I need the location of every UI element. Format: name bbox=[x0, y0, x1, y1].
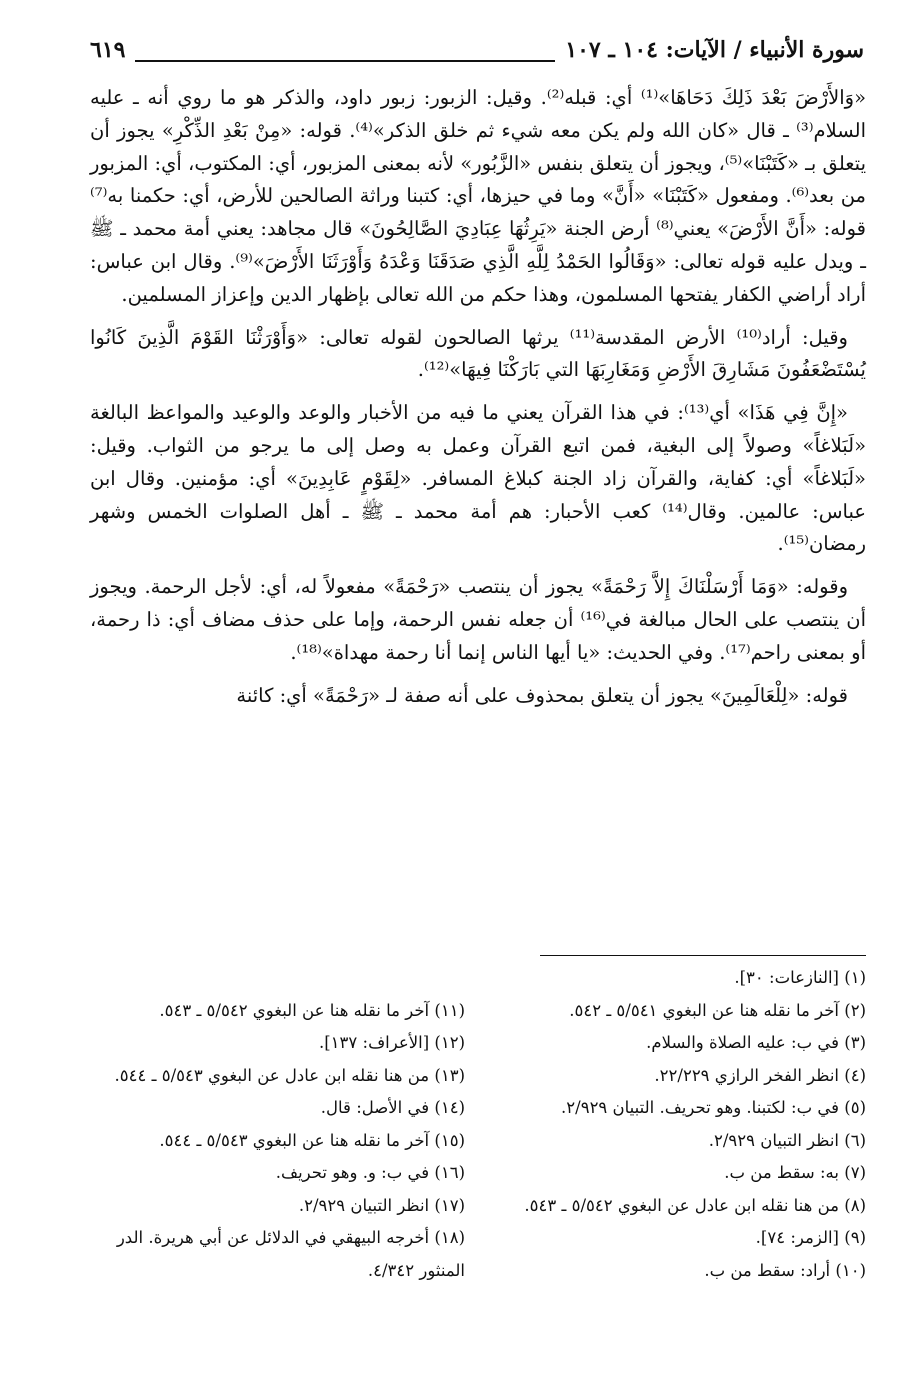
paragraph: وقوله: «وَمَا أَرْسَلْنَاكَ إِلاَّ رَحْمَةً» يجوز أن ينتصب «رَحْمَةً» مفعولاً له، أي: لأجل الرحمة. ويجوز أن ينتصب على الحال مبالغة في⁽¹⁶⁾ أن جعله نفس الرحمة، وإما على حذف مضاف أي: ذا رحمة، أو بمعنى راحم⁽¹⁷⁾. وفي الحديث: «يا أيها الناس إنما أنا رحمة مهداة»⁽¹⁸⁾. bbox=[90, 575, 867, 664]
page-header bbox=[90, 30, 864, 70]
footnotes-right-column bbox=[491, 962, 866, 1287]
footnote: (١٣) من هنا نقله ابن عادل عن البغوي ٥/٥٤٣ ـ ٥٤٤. bbox=[114, 1065, 465, 1085]
footnote: (١٥) آخر ما نقله هنا عن البغوي ٥/٥٤٣ ـ ٥٤٤. bbox=[159, 1130, 465, 1150]
footnote-separator bbox=[540, 955, 866, 956]
footnote: (٣) في ب: عليه الصلاة والسلام. bbox=[646, 1033, 866, 1052]
paragraph: وقيل: أراد⁽¹⁰⁾ الأرض المقدسة⁽¹¹⁾ يرثها الصالحون لقوله تعالى: «وَأَوْرَثْنَا القَوْمَ الَّذِينَ كَانُوا يُسْتَضْعَفُونَ مَشَارِقَ الأَرْضِ وَمَغَارِبَهَا التي بَارَكْنَا فِيهَا»⁽¹²⁾. bbox=[90, 325, 866, 382]
paragraph: «إِنَّ فِي هَذَا» أي⁽¹³⁾: في هذا القرآن يعني ما فيه من الأخبار والوعد والوعيد والمواعظ البالغة «لَبَلاغاً» وصولاً إلى البغية، فمن اتبع القرآن وعمل به وصل إلى ما يرجو من الثواب. وقيل: «لَبَلاغاً» أي: كفاية، والقرآن زاد الجنة كبلاغ المسافر. «لِقَوْمٍ عَابِدِينَ» أي: مؤمنين. وقال ابن عباس: عالمين. وقال⁽¹⁴⁾ كعب الأحبار: هم أمة محمد ـ ﷺ ـ أهل الصلوات الخمس وشهر رمضان⁽¹⁵⁾. bbox=[90, 401, 866, 556]
footnote: (١٨) أخرجه البيهقي في الدلائل عن أبي هريرة. الدر المنثور ٤/٣٤٢. bbox=[116, 1228, 465, 1280]
page-number: ٦١٩ bbox=[90, 37, 126, 63]
header-rule bbox=[135, 60, 555, 62]
chapter-title: سورة الأنبياء / الآيات: ١٠٤ ـ ١٠٧ bbox=[565, 37, 864, 63]
footnote: (١٢) [الأعراف: ١٣٧]. bbox=[318, 1033, 465, 1052]
footnote: (٥) في ب: لكتبنا. وهو تحريف. التبيان ٢/٩٢٩. bbox=[561, 1098, 866, 1117]
footnote: (١٧) انظر التبيان ٢/٩٢٩. bbox=[298, 1195, 465, 1215]
main-text bbox=[90, 82, 866, 722]
footnotes-left-column bbox=[90, 962, 465, 1287]
footnote: (٤) انظر الفخر الرازي ٢٢/٢٢٩. bbox=[654, 1065, 866, 1085]
footnote: (١) [النازعات: ٣٠]. bbox=[734, 968, 866, 987]
footnote: (١٦) في ب: و. وهو تحريف. bbox=[275, 1163, 465, 1182]
footnote: (٩) [الزمر: ٧٤]. bbox=[755, 1228, 866, 1247]
footnote: (١٠) أراد: سقط من ب. bbox=[704, 1260, 866, 1280]
footnote: (٧) به: سقط من ب. bbox=[724, 1163, 866, 1182]
paragraph: «وَالأَرْضَ بَعْدَ ذَلِكَ دَحَاهَا»⁽¹⁾ أي: قبله⁽²⁾. وقيل: الزبور: زبور داود، والذكر هو ما روي أنه ـ عليه السلام⁽³⁾ ـ قال «كان الله ولم يكن معه شيء ثم خلق الذكر»⁽⁴⁾. قوله: «مِنْ بَعْدِ الذِّكْرِ» يجوز أن يتعلق بـ «كَتَبْنَا»⁽⁵⁾، ويجوز أن يتعلق بنفس «الزَّبُور» لأنه بمعنى المزبور، أي: المكتوب، أي: المزبور من بعد⁽⁶⁾. ومفعول «كَتَبْنَا» «أَنَّ» وما في حيزها، أي: كتبنا وراثة الصالحين للأرض، أي: حكمنا به⁽⁷⁾ قوله: «أَنَّ الأَرْضَ» يعني⁽⁸⁾ أرض الجنة «يَرِثُهَا عِبَادِيَ الصَّالِحُونَ» قال مجاهد: يعني أمة محمد ـ ﷺ ـ ويدل عليه قوله تعالى: «وَقَالُوا الحَمْدُ لِلَّهِ الَّذِي صَدَقَنَا وَعْدَهُ وَأَوْرَثَنَا الأَرْضَ»⁽⁹⁾. وقال ابن عباس: أراد أراضي الكفار يفتحها المسلمون، وهذا حكم من الله تعالى بإظهار الدين وإعزاز المسلمين. bbox=[90, 86, 866, 306]
footnote: (٢) آخر ما نقله هنا عن البغوي ٥/٥٤١ ـ ٥٤٢. bbox=[569, 1000, 866, 1020]
footnotes bbox=[90, 962, 866, 1287]
footnote: (٨) من هنا نقله ابن عادل عن البغوي ٥/٥٤٢ ـ ٥٤٣. bbox=[524, 1195, 866, 1215]
footnote: (١٤) في الأصل: قال. bbox=[320, 1098, 465, 1117]
footnote: (٦) انظر التبيان ٢/٩٢٩. bbox=[708, 1130, 866, 1150]
paragraph: قوله: «لِلْعَالَمِينَ» يجوز أن يتعلق بمحذوف على أنه صفة لـ «رَحْمَةً» أي: كائنة bbox=[236, 683, 848, 707]
footnote: (١١) آخر ما نقله هنا عن البغوي ٥/٥٤٢ ـ ٥٤٣. bbox=[159, 1000, 465, 1020]
